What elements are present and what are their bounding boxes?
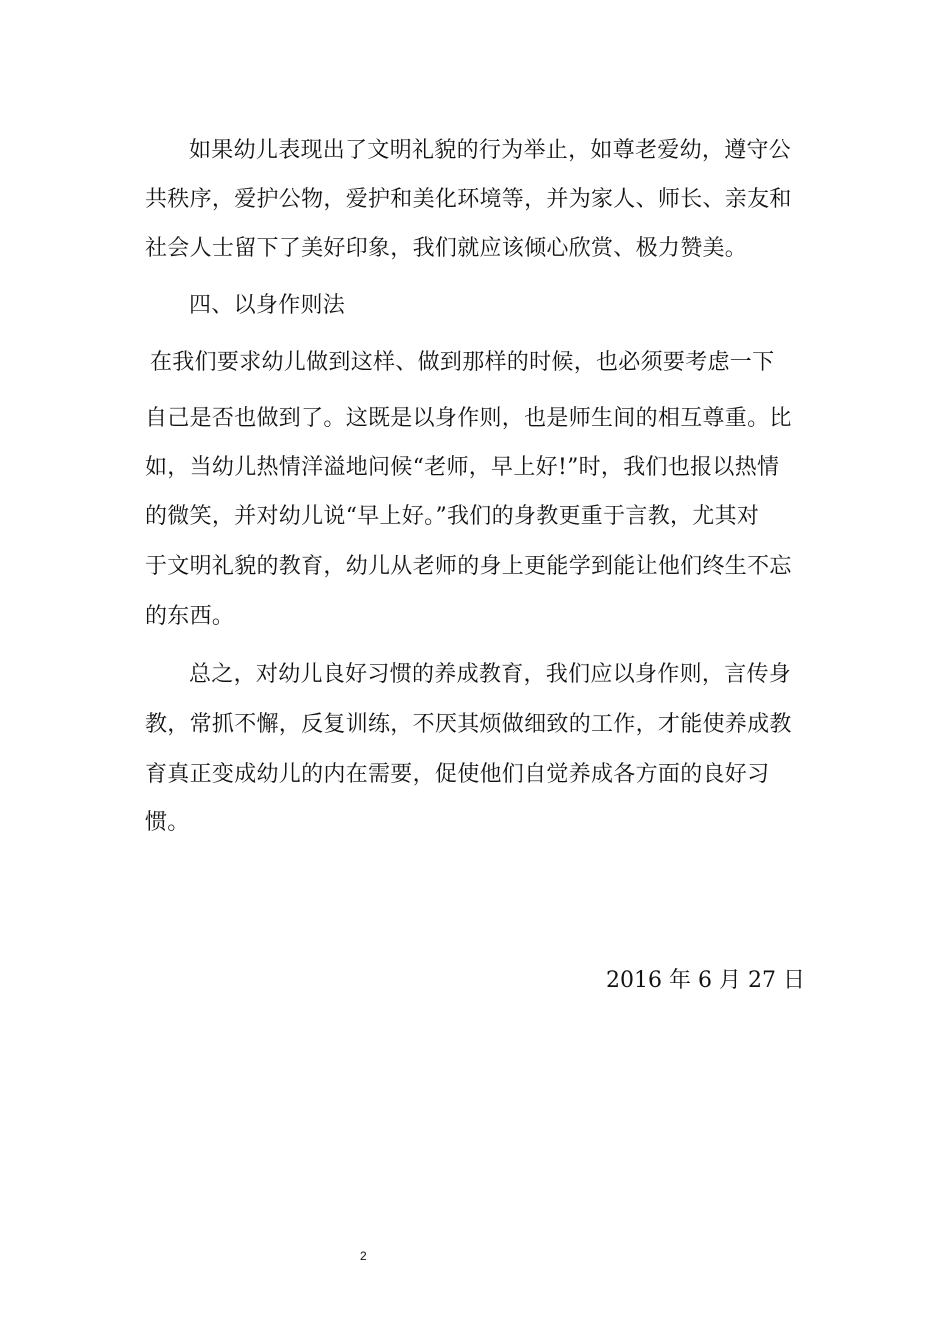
paragraph-1-line-2: 共秩序，爱护公物，爱护和美化环境等，并为家人、师长、亲友和 [145,187,792,212]
paragraph-4-line-2: 教，常抓不懈，反复训练，不厌其烦做细致的工作，才能使养成教 [145,712,792,737]
paragraph-3-line-6: 的东西。 [145,604,235,629]
document-date: 2016 年 6 月 27 日 [606,968,805,993]
paragraph-4-line-3: 育真正变成幼儿的内在需要，促使他们自觉养成各方面的良好习 [145,762,770,787]
paragraph-3-line-2: 自己是否也做到了。这既是以身作则，也是师生间的相互尊重。比 [145,406,792,431]
paragraph-1-line-3: 社会人士留下了美好印象，我们就应该倾心欣赏、极力赞美。 [145,236,748,261]
paragraph-3-line-5: 于文明礼貌的教育，幼儿从老师的身上更能学到能让他们终生不忘 [145,554,792,579]
section-heading: 四、以身作则法 [189,293,346,318]
paragraph-3-line-3: 如，当幼儿热情洋溢地问候“老师，早上好!”时，我们也报以热情 [145,455,780,480]
paragraph-4-line-4: 惯。 [145,810,190,835]
paragraph-1-line-1: 如果幼儿表现出了文明礼貌的行为举止，如尊老爱幼，遵守公 [189,138,792,163]
paragraph-3-line-4: 的微笑，并对幼儿说“早上好。”我们的身教更重于言教，尤其对 [145,504,760,529]
paragraph-4-line-1: 总之，对幼儿良好习惯的养成教育，我们应以身作则，言传身 [189,662,792,687]
page-number: 2 [360,1249,367,1263]
paragraph-3-line-1: 在我们要求幼儿做到这样、做到那样的时候，也必须要考虑一下 [150,350,775,375]
